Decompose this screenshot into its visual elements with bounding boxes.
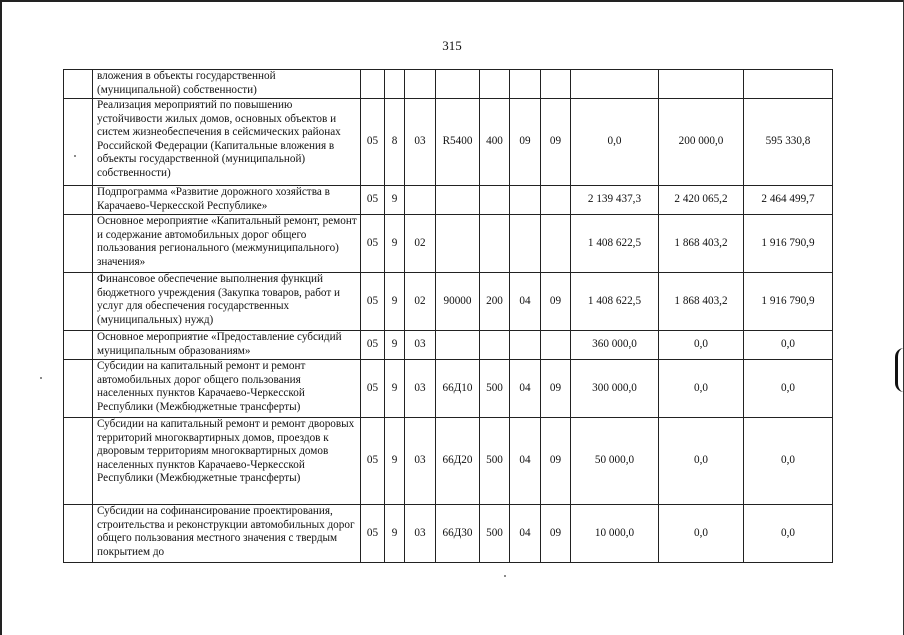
code-program: 9 <box>385 186 405 215</box>
code-item: R5400 <box>436 99 480 186</box>
amount-year-1: 360 000,0 <box>571 331 659 360</box>
table-row <box>64 273 833 331</box>
row-number-cell <box>64 505 93 563</box>
code-expense-type: 400 <box>480 99 510 186</box>
code-expense-type <box>480 215 510 273</box>
code-program: 9 <box>385 360 405 418</box>
amount-year-3: 1 916 790,9 <box>744 273 833 331</box>
code-section: 05 <box>361 505 385 563</box>
code-subprogram: 03 <box>405 331 436 360</box>
table-row <box>64 418 833 505</box>
code-expense-type: 200 <box>480 273 510 331</box>
row-description: Реализация мероприятий по повышению устойчивости жилых домов, основных объектов и систем жизнеобеспечения в сейсмических районах Российской Федерации (Капитальные вложения в объекты государственной (муниципальной) собственности) <box>93 99 361 186</box>
code-expense-type <box>480 186 510 215</box>
code-item: 66Д30 <box>436 505 480 563</box>
row-description: Финансовое обеспечение выполнения функций бюджетного учреждения (Закупка товаров, работ и услуг для обеспечения государственных (муниципальных) нужд) <box>93 273 361 331</box>
code-item <box>436 331 480 360</box>
row-description: Подпрограмма «Развитие дорожного хозяйства в Карачаево-Черкесской Республике» <box>93 186 361 215</box>
code-division: 09 <box>510 99 541 186</box>
amount-year-3: 1 916 790,9 <box>744 215 833 273</box>
code-division <box>510 186 541 215</box>
row-number-cell <box>64 186 93 215</box>
code-program: 9 <box>385 505 405 563</box>
code-section: 05 <box>361 360 385 418</box>
code-program: 9 <box>385 215 405 273</box>
code-item: 90000 <box>436 273 480 331</box>
code-expense-type <box>480 331 510 360</box>
amount-year-1: 50 000,0 <box>571 418 659 505</box>
code-division: 04 <box>510 418 541 505</box>
code-section: 05 <box>361 186 385 215</box>
code-expense-type: 500 <box>480 505 510 563</box>
amount-year-1: 2 139 437,3 <box>571 186 659 215</box>
row-description: вложения в объекты государственной (муниципальной) собственности) <box>93 70 361 99</box>
table-row <box>64 505 833 563</box>
code-item <box>436 70 480 99</box>
row-description: Субсидии на капитальный ремонт и ремонт дворовых территорий многоквартирных домов, проездов к дворовым территориям многоквартирных домов населенных пунктов Карачаево-Черкесской Республики (Межбюджетные трансферты) <box>93 418 361 505</box>
code-subprogram: 03 <box>405 99 436 186</box>
amount-year-1: 0,0 <box>571 99 659 186</box>
code-section: 05 <box>361 331 385 360</box>
code-subdivision: 09 <box>541 418 571 505</box>
row-number-cell <box>64 273 93 331</box>
code-section <box>361 70 385 99</box>
amount-year-1: 300 000,0 <box>571 360 659 418</box>
scan-border-top <box>0 0 904 2</box>
code-section: 05 <box>361 99 385 186</box>
amount-year-2: 1 868 403,2 <box>659 215 744 273</box>
code-subprogram <box>405 70 436 99</box>
row-description: Субсидии на капитальный ремонт и ремонт автомобильных дорог общего пользования населенных пунктов Карачаево-Черкесской Республики (Межбюджетные трансферты) <box>93 360 361 418</box>
amount-year-3: 0,0 <box>744 505 833 563</box>
amount-year-2: 0,0 <box>659 331 744 360</box>
code-section: 05 <box>361 418 385 505</box>
code-subdivision <box>541 331 571 360</box>
amount-year-1 <box>571 70 659 99</box>
row-number-cell <box>64 360 93 418</box>
amount-year-3 <box>744 70 833 99</box>
code-division <box>510 215 541 273</box>
code-division <box>510 70 541 99</box>
row-description: Основное мероприятие «Предоставление субсидий муниципальным образованиям» <box>93 331 361 360</box>
code-subprogram: 03 <box>405 360 436 418</box>
code-subdivision: 09 <box>541 273 571 331</box>
code-program: 9 <box>385 273 405 331</box>
amount-year-2: 2 420 065,2 <box>659 186 744 215</box>
code-subdivision <box>541 215 571 273</box>
code-program: 8 <box>385 99 405 186</box>
page-number: 315 <box>442 38 462 53</box>
row-number-cell <box>64 331 93 360</box>
amount-year-3: 2 464 499,7 <box>744 186 833 215</box>
amount-year-1: 10 000,0 <box>571 505 659 563</box>
amount-year-1: 1 408 622,5 <box>571 215 659 273</box>
table-row <box>64 360 833 418</box>
amount-year-2 <box>659 70 744 99</box>
code-division: 04 <box>510 273 541 331</box>
binding-mark <box>895 348 904 392</box>
code-subdivision <box>541 70 571 99</box>
row-number-cell <box>64 215 93 273</box>
code-subdivision <box>541 186 571 215</box>
code-item <box>436 215 480 273</box>
code-program: 9 <box>385 331 405 360</box>
row-description: Основное мероприятие «Капитальный ремонт, ремонт и содержание автомобильных дорог общего пользования регионального (межмуниципального) значения» <box>93 215 361 273</box>
scan-speck <box>40 377 42 379</box>
amount-year-3: 0,0 <box>744 360 833 418</box>
code-section: 05 <box>361 215 385 273</box>
code-subdivision: 09 <box>541 505 571 563</box>
code-program: 9 <box>385 418 405 505</box>
code-subdivision: 09 <box>541 360 571 418</box>
amount-year-2: 0,0 <box>659 360 744 418</box>
table-row <box>64 215 833 273</box>
amount-year-2: 0,0 <box>659 418 744 505</box>
code-program <box>385 70 405 99</box>
row-number-cell <box>64 99 93 186</box>
code-expense-type: 500 <box>480 418 510 505</box>
amount-year-1: 1 408 622,5 <box>571 273 659 331</box>
budget-table <box>63 69 833 563</box>
scan-speck <box>74 155 76 157</box>
amount-year-2: 1 868 403,2 <box>659 273 744 331</box>
amount-year-2: 200 000,0 <box>659 99 744 186</box>
code-division <box>510 331 541 360</box>
code-division: 04 <box>510 360 541 418</box>
amount-year-3: 0,0 <box>744 331 833 360</box>
row-number-cell <box>64 70 93 99</box>
scan-border-left <box>0 0 2 635</box>
amount-year-3: 0,0 <box>744 418 833 505</box>
code-item: 66Д10 <box>436 360 480 418</box>
table-row <box>64 70 833 99</box>
code-division: 04 <box>510 505 541 563</box>
amount-year-2: 0,0 <box>659 505 744 563</box>
code-expense-type <box>480 70 510 99</box>
row-number-cell <box>64 418 93 505</box>
code-subprogram: 03 <box>405 418 436 505</box>
row-description: Субсидии на софинансирование проектирования, строительства и реконструкции автомобильных дорог общего пользования местного значения с твердым покрытием до <box>93 505 361 563</box>
code-subprogram: 03 <box>405 505 436 563</box>
code-subprogram: 02 <box>405 215 436 273</box>
code-item: 66Д20 <box>436 418 480 505</box>
code-item <box>436 186 480 215</box>
table-row <box>64 99 833 186</box>
table-row <box>64 331 833 360</box>
code-expense-type: 500 <box>480 360 510 418</box>
budget-table-body <box>64 70 833 563</box>
amount-year-3: 595 330,8 <box>744 99 833 186</box>
code-subprogram <box>405 186 436 215</box>
code-subdivision: 09 <box>541 99 571 186</box>
scan-speck <box>504 575 506 577</box>
table-row <box>64 186 833 215</box>
code-subprogram: 02 <box>405 273 436 331</box>
code-section: 05 <box>361 273 385 331</box>
